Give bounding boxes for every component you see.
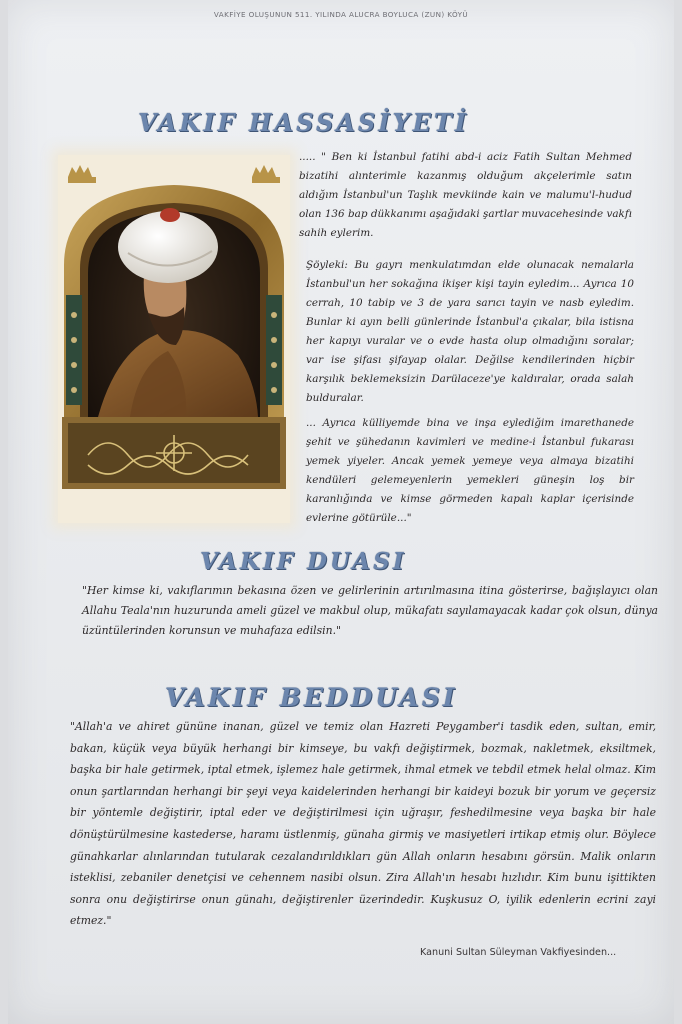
source-attribution: Kanuni Sultan Süleyman Vakfiyesinden... (420, 947, 617, 958)
hassasiyet-paragraph-3: ... Ayrıca külliyemde bina ve inşa eylediğim imarethanede şehit ve şühedanın kavimleri ve medine-i İstanbul fukarası yemek yiyeler. Ancak yemek yemeye veya almaya bizatihi kendüleri gelemeyenlerin yemekleri güneşin loş bir karanlığında ve kimse görmeden kapalı kaplar içerisinde evlerine götürüle..." (306, 417, 634, 524)
heading-vakif-duasi: VAKIF DUASI (200, 548, 407, 575)
hassasiyet-paragraph-2: Şöyleki: Bu gayrı menkulatımdan elde olunacak nemalarla İstanbul'un her sokağına ikişer kişi tayin eyledim... Ayrıca 10 cerrah, 10 tabip ve 3 de yara sarıcı tayin ve nasb eyledim. Bunlar ki ayın belli günlerinde İstanbul'a çıkalar, bila istisna her kapıyı vuralar ve o evde hasta olup olmadığını soralar; var ise şifası şifayap olalar. Değilse kendilerinden hiçbir karşılık beklemeksizin Darülaceze'ye kaldıralar, orada salah bulduralar. (306, 259, 634, 404)
heading-vakif-bedduasi: VAKIF BEDDUASI (165, 683, 458, 712)
dua-text: "Her kimse ki, vakıflarımın bekasına özen ve gelirlerinin artırılmasına itina gösterirse, bağışlayıcı olan Allahu Teala'nın huzurunda ameli güzel ve makbul olup, mükafatı sayılamayacak kadar çok olsun, dünya üzüntülerinden korunsun ve muhafaza edilsin." (82, 584, 658, 637)
heading-vakif-hassasiyeti: VAKIF HASSASİYETİ (138, 108, 469, 137)
running-head: VAKFİYE OLUŞUNUN 511. YILINDA ALUCRA BOYLUCA (ZUN) KÖYÜ (213, 10, 469, 19)
portrait-icon (58, 155, 290, 523)
beddua-text: "Allah'a ve ahiret gününe inanan, güzel ve temiz olan Hazreti Peygamber'i tasdik eden, sultan, emir, bakan, küçük veya büyük herhangi bir kimseye, bu vakfı değiştirmek, bozmak, nakletmek, eksiltmek, başka bir hale getirmek, iptal etmek, işlemez hale getirmek, ihmal etmek ve tebdil etmek helal olmaz. Kim onun şartlarından herhangi bir şeyi veya kaidelerinden herhangi bir kaideyi bozuk bir yorum ve geçersiz bir yöntemle değiştirir, iptal eder ve değiştirilmesi için uğraşır, feshedilmesine veya başka bir hale dönüştürülmesine kastederse, haramı üstlenmiş, günaha girmiş ve masiyetleri irtikap etmiş olur. Böylece günahkarlar alınlarından tutularak cezalandırıldıkları gün Allah onların hesabını görsün. Malik onların isteklisi, zebaniler denetçisi ve cehennem nasibi olsun. Zira Allah'ın hesabı hızlıdır. Kim bunu işittikten sonra onu değiştirirse onun günahı, değiştirenler üzerindedir. Kuşkusuz O, iyilik edenlerin ecrini zayi etmez." (70, 720, 656, 928)
hassasiyet-paragraph-1: ..... " Ben ki İstanbul fatihi abd-i aciz Fatih Sultan Mehmed bizatihi alınterimle kazanmış olduğum akçelerimle satın aldığım İstanbul'un Taşlık mevkiinde kain ve malumu'l-hudud olan 136 bap dükkanımı aşağıdaki şartlar muvacehesinde vakfı sahih eylerim. (299, 151, 632, 239)
sultan-portrait-image (58, 155, 290, 523)
